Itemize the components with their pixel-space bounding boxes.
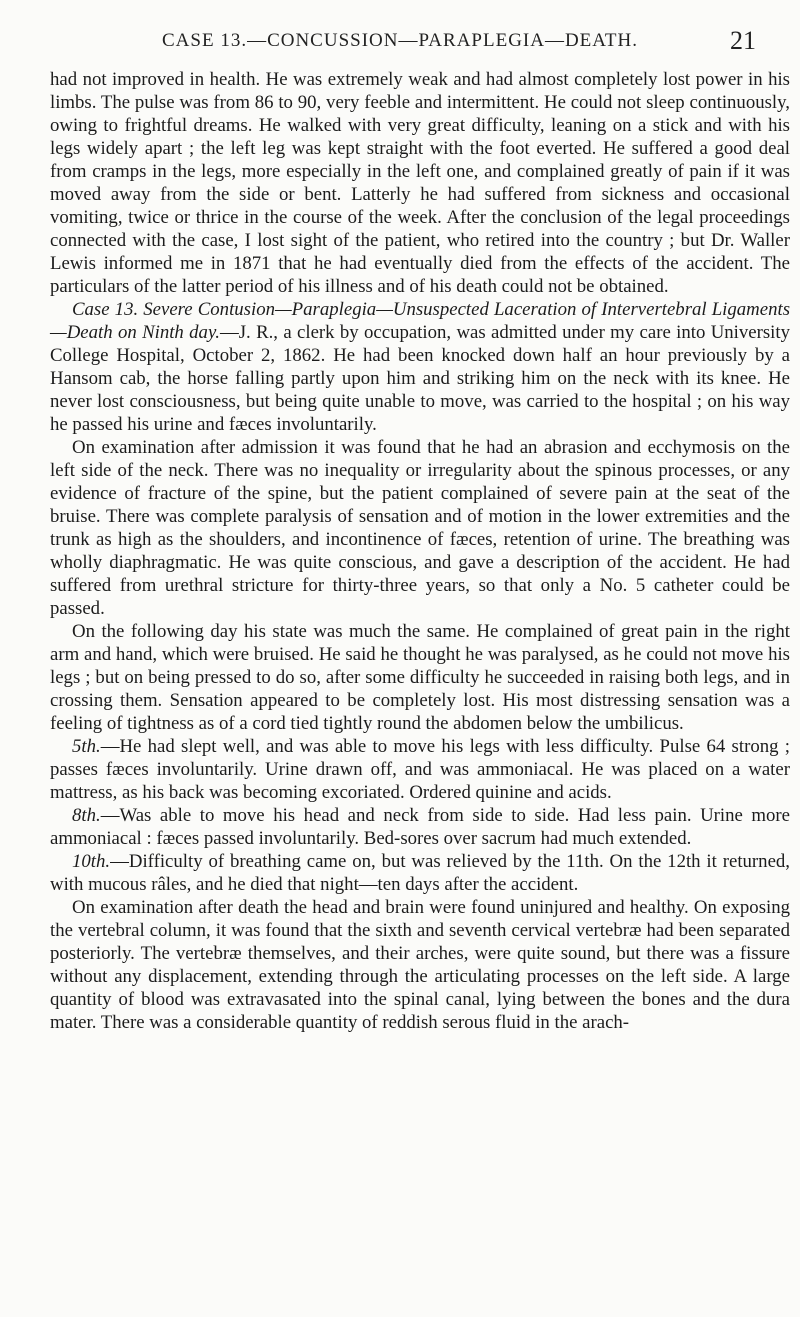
paragraph-following-day: On the following day his state was much the same. He complained of great pain in the right arm and hand, which were bruised. He said he thought he was paralysed, as he could not move his legs ; but on being pressed to do so, after some difficulty he succeeded in raising both legs, and in crossing them. Sensation appeared to be completely lost. His most distressing sensation was a feeling of tightness as of a cord tied tightly round the abdomen below the umbilicus. [50, 621, 790, 734]
case-intro-text: —J. R., a clerk by occupation, was admitted under my care into University College Hospital, October 2, 1862. He had been knocked down half an hour previously by a Hansom cab, the horse falling partly upon him and striking him on the neck with its knee. He never lost consciousness, but being quite unable to move, was carried to the hospital ; on his way he passed his urine and fæces involuntarily. [50, 322, 790, 435]
paragraph-examination: On examination after admission it was found that he had an abrasion and ecchymosis on the left side of the neck. There was no inequality or irregularity about the spinous processes, or any evidence of fracture of the spine, but the patient complained of severe pain at the seat of the bruise. There was complete paralysis of sensation and of motion in the lower extremities and the trunk as high as the shoulders, and incontinence of fæces, retention of urine. The breathing was wholly diaphragmatic. He was quite conscious, and gave a description of the accident. He had suffered from urethral stricture for thirty-three years, so that only a No. 5 catheter could be passed. [50, 437, 790, 619]
running-title: CASE 13.—CONCUSSION—PARAPLEGIA—DEATH. [162, 30, 638, 51]
day-10-label: 10th. [72, 851, 111, 872]
day-10-text: —Difficulty of breathing came on, but was relieved by the 11th. On the 12th it returned, with mucous râles, and he died that night—ten days after the accident. [50, 851, 790, 895]
paragraph-day-8 [50, 804, 790, 850]
paragraph-day-5 [50, 735, 790, 804]
paragraph-case-13 [50, 298, 790, 436]
day-5-text: —He had slept well, and was able to move his legs with less difficulty. Pulse 64 strong ; passes fæces involuntarily. Urine drawn off, and was ammoniacal. He was placed on a water mattress, as his back was becoming excoriated. Ordered quinine and acids. [50, 736, 790, 803]
day-5-label: 5th. [72, 736, 101, 757]
text-body [50, 68, 790, 1034]
running-head [40, 26, 760, 60]
day-8-text: —Was able to move his head and neck from side to side. Had less pain. Urine more ammoniacal : fæces passed involuntarily. Bed-sores over sacrum had much extended. [50, 805, 790, 849]
case-heading: Case 13. Severe Contusion—Paraplegia—Unsuspected Laceration of Intervertebral Ligaments—Death on Ninth day. [50, 299, 790, 343]
paragraph-post-mortem: On examination after death the head and brain were found uninjured and healthy. On exposing the vertebral column, it was found that the sixth and seventh cervical vertebræ had been separated posteriorly. The vertebræ themselves, and their arches, were quite sound, but there was a fissure without any displacement, extending through the articulating processes on the left side. A large quantity of blood was extravasated into the spinal canal, lying between the bones and the dura mater. There was a considerable quantity of reddish serous fluid in the arach- [50, 897, 790, 1033]
paragraph-continued: had not improved in health. He was extremely weak and had almost completely lost power in his limbs. The pulse was from 86 to 90, very feeble and intermittent. He could not sleep continuously, owing to frightful dreams. He walked with very great difficulty, leaning on a stick and with his legs widely apart ; the left leg was kept straight with the foot everted. He suffered a good deal from cramps in the legs, more especially in the left one, and complained greatly of pain if it was moved away from the side or bent. Latterly he had suffered from sickness and occasional vomiting, twice or thrice in the course of the week. After the conclusion of the legal proceedings connected with the case, I lost sight of the patient, who retired into the country ; but Dr. Waller Lewis informed me in 1871 that he had eventually died from the effects of the accident. The particulars of the latter period of his illness and of his death could not be obtained. [50, 69, 790, 297]
day-8-label: 8th. [72, 805, 101, 826]
paragraph-day-10 [50, 850, 790, 896]
page-number: 21 [730, 26, 756, 55]
